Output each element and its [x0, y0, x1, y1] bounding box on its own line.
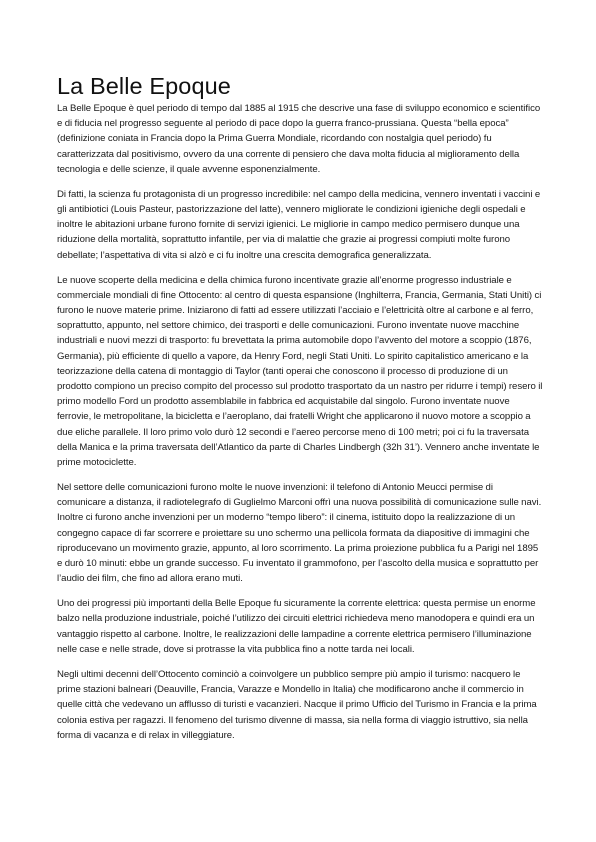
paragraph-communications: Nel settore delle comunicazioni furono molte le nuove invenzioni: il telefono di Antonio Meucci permise di comunicare a distanza, il radiotelegrafo di Guglielmo Marconi offrì una nuova possibilità di comunicazione sulle navi. Inoltre ci furono anche invenzioni per un moderno “tempo libero”: il cinema, istituito dopo la realizzazione di un congegno capace di far scorrere e proiettare su uno schermo una pellicola formata da diapositive di immagini che riproducevano un movimento grazie, appunto, al loro scorrimento. La prima proiezione pubblica fu a Parigi nel 1895 e durò 10 minuti: ebbe un grande successo. Fu inventato il grammofono, per l’ascolto della musica e soprattutto per l’audio dei film, che fino ad allora erano muti. [57, 482, 542, 585]
paragraph-tourism: Negli ultimi decenni dell’Ottocento cominciò a coinvolgere un pubblico sempre più ampio il turismo: nacquero le prime stazioni balneari (Deauville, Francia, Varazze e Mondello in Italia) che modificarono anche il commercio in quelle città che vedevano un afflusso di turisti e vacanzieri. Nacque il primo Ufficio del Turismo in Francia e la prima colonia estiva per ragazzi. Il fenomeno del turismo divenne di massa, sia nella forma di viaggio istruttivo, sia nella forma di vacanza e di relax in villeggiature. [57, 668, 537, 741]
paragraph-intro: La Belle Epoque è quel periodo di tempo dal 1885 al 1915 che descrive una fase di sviluppo economico e scientifico e di fiducia nel progresso seguente al periodo di pace dopo la guerra franco-prussiana. Questa “bella epoca” (definizione coniata in Francia dopo la Prima Guerra Mondiale, ricordando con nostalgia quel periodo) fu caratterizzata dal positivismo, ovvero da una corrente di pensiero che dava molta fiducia al miglioramento della tecnologia e delle scienze, il quale avvenne esponenzialmente. [57, 103, 541, 175]
document-page [57, 71, 543, 753]
paragraph-industry-transport: Le nuove scoperte della medicina e della chimica furono incentivate grazie all’enorme progresso industriale e commerciale mondiali di fine Ottocento: al centro di questa espansione (Inghilterra, Francia, Germania, Stati Uniti) ci furono le nuove materie prime. Iniziarono di fatti ad essere utilizzati l’acciaio e l’elettricità oltre al carbone e al ferro, soprattutto, appunto, nel settore chimico, dei trasporti e delle comunicazioni. Furono inventate nuove macchine industriali e nuovi mezzi di trasporto: fu brevettata la prima automobile dopo l’avvento del motore a scoppio (1876, Germania), più efficiente di quello a vapore, da Henry Ford, negli Stati Uniti. Lo spirito capitalistico americano e la teorizzazione della catena di montaggio di Taylor (tanti operai che conoscono il processo di produzione di un prodotto compiono un preciso compito del processo sul prodotto trasportato da un nastro per ridurre i tempi) resero il primo modello Ford un prodotto assemblabile in fabbrica ed acquistabile dal singolo. Furono inventate nuove ferrovie, le metropolitane, la bicicletta e l’aeroplano, dai fratelli Wright che applicarono il nuovo motore a scoppio a due eliche parallele. Il loro primo volo durò 12 secondi e l’aereo percorse meno di 100 metri; poi ci fu la traversata della Manica e la prima traversata dell’Atlantico da parte di Charles Lindbergh (32h 31’). Vennero anche inventate le prime motociclette. [57, 274, 543, 469]
paragraph-electricity: Uno dei progressi più importanti della Belle Epoque fu sicuramente la corrente elettrica: questa permise un enorme balzo nella produzione industriale, poiché l’utilizzo dei circuiti elettrici richiedeva meno manodopera e quindi era un vantaggio rispetto al carbone. Inoltre, le realizzazioni delle lampadine a corrente elettrica permisero l’illuminazione nelle case e nelle strade, dove si protrasse la vita pubblica fino a notte tarda nei locali. [57, 598, 536, 655]
document-title: La Belle Epoque [57, 73, 231, 99]
paragraph-medicine: Di fatti, la scienza fu protagonista di un progresso incredibile: nel campo della medicina, vennero inventati i vaccini e gli antibiotici (Louis Pasteur, pastorizzazione del latte), vennero migliorate le condizioni igieniche degli ospedali e inoltre le abitazioni urbane furono fornite di servizi igienici. Le migliorie in campo medico permisero dunque una riduzione della mortalità, soprattutto infantile, per via di malattie che grazie ai progressi compiuti molte furono debellate; l’aspettativa di vita si alzò e ci fu inoltre una crescita demografica generalizzata. [57, 188, 541, 261]
